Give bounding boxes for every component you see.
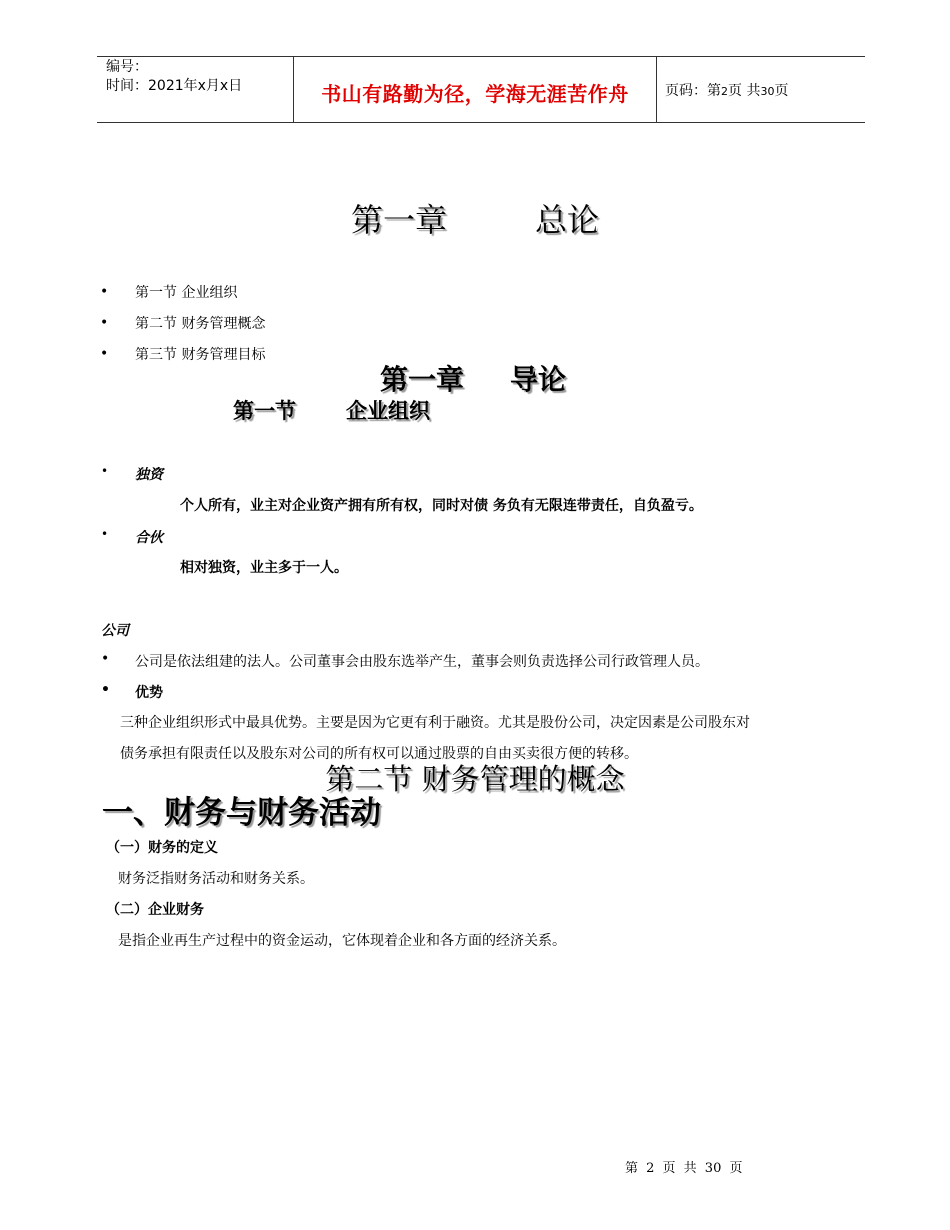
- page-footer: 第 2 页 共 30 页: [625, 1161, 743, 1176]
- bullet-icon: •: [101, 651, 110, 667]
- section2-title: 第二节 财务管理的概念: [325, 762, 625, 796]
- section-title-name: 企业组织: [346, 399, 430, 423]
- company-heading: 公司: [101, 623, 129, 639]
- bullet-icon: •: [100, 283, 109, 300]
- toc-item-label: 第二节 财务管理概念: [135, 315, 266, 332]
- chapter-title: [0, 195, 950, 241]
- definition-body: 财务泛指财务活动和财务关系。: [118, 871, 314, 887]
- company-line: 公司是依法组建的法人。公司董事会由股东选举产生，董事会则负责选择公司行政管理人员。: [135, 654, 709, 670]
- header-motto: 书山有路勤为径，学海无涯苦作舟: [321, 82, 629, 106]
- sole-body: 个人所有，业主对企业资产拥有所有权，同时对债 务负有无限连带责任，自负盈亏。: [180, 498, 703, 514]
- chapter-subtitle-number: 第一章: [380, 363, 465, 396]
- bullet-icon: •: [101, 682, 110, 698]
- part1-title: 一、财务与财务活动: [102, 795, 381, 831]
- section-title: [233, 395, 430, 425]
- definition-heading: （一）财务的定义: [106, 840, 218, 856]
- advantage-line-2: 债务承担有限责任以及股东对公司的所有权可以通过股票的自由买卖很方便的转移。: [120, 746, 638, 762]
- toc-item: [100, 276, 265, 307]
- toc-list: [100, 276, 265, 369]
- sole-heading: 独资: [135, 467, 163, 483]
- toc-item-label: 第一节 企业组织: [135, 284, 238, 301]
- header-time: 时间：2021年x月x日: [106, 78, 243, 94]
- header-top-rule: [97, 56, 865, 57]
- bullet-icon: •: [101, 464, 109, 478]
- enterprise-heading: （二）企业财务: [106, 902, 204, 918]
- toc-item: [100, 338, 265, 369]
- bullet-icon: •: [100, 345, 109, 362]
- advantage-heading: 优势: [135, 685, 163, 701]
- header-page-end: 页: [774, 83, 789, 99]
- bullet-icon: •: [101, 527, 109, 541]
- partner-heading: 合伙: [135, 530, 163, 546]
- chapter-subtitle: [380, 358, 566, 398]
- toc-item: [100, 307, 265, 338]
- header-bottom-rule: [97, 122, 865, 123]
- header-page-mid: 页 共: [728, 83, 761, 99]
- partner-body: 相对独资，业主多于一人。: [180, 560, 348, 576]
- chapter-title-name: 总论: [535, 201, 600, 239]
- enterprise-body: 是指企业再生产过程中的资金运动，它体现着企业和各方面的经济关系。: [118, 933, 566, 949]
- chapter-subtitle-name: 导论: [510, 363, 567, 396]
- header-divider-right: [656, 57, 657, 122]
- header-page-label: 页码：第: [665, 83, 721, 99]
- header-page-info: [665, 80, 788, 100]
- bullet-icon: •: [100, 314, 109, 331]
- header-page-total: 30: [760, 85, 775, 98]
- advantage-line-1: 三种企业组织形式中最具优势。主要是因为它更有利于融资。尤其是股份公司，决定因素是公司股东对: [120, 715, 750, 731]
- toc-item-label: 第三节 财务管理目标: [135, 346, 266, 363]
- chapter-title-number: 第一章: [350, 201, 447, 239]
- header-number: 编号：: [106, 59, 148, 75]
- section-title-number: 第一节: [233, 399, 296, 423]
- header-page-num: 2: [721, 85, 728, 98]
- header-meta: [106, 58, 242, 96]
